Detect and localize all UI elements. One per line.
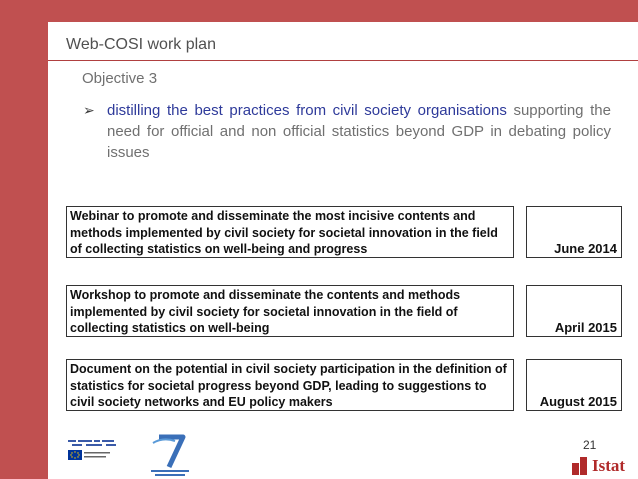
activity-date	[526, 285, 622, 337]
istat-wordmark: Istat	[592, 456, 626, 475]
objective-bullet	[83, 100, 611, 163]
activity-description: Document on the potential in civil society participation in the definition of statistics for societal progress beyond GDP, leading to suggestions to civil society networks and EU policy makers	[66, 359, 514, 411]
activity-date-text: June 2014	[554, 241, 617, 256]
bullet-text	[83, 100, 611, 163]
activity-description: Workshop to promote and disseminate the contents and methods implemented by civil society for societal innovation in the field of collecting statistics on well-being	[66, 285, 514, 337]
european-commission-logo	[66, 438, 130, 478]
activity-date-text: August 2015	[539, 394, 617, 409]
left-accent-bar	[0, 0, 48, 479]
istat-logo	[572, 455, 636, 479]
page-number: 21	[583, 438, 597, 452]
activity-date-text: April 2015	[554, 320, 617, 335]
fp7-logo	[145, 433, 195, 479]
title-divider	[48, 60, 638, 61]
bullet-highlight: distilling the best practices from civil society organisations	[107, 102, 507, 119]
top-accent-bar	[0, 0, 638, 22]
activity-date	[526, 206, 622, 258]
activity-date	[526, 359, 622, 411]
bullet-rest: supporting the need for official and non official statistics beyond GDP in debating policy issues	[107, 102, 611, 161]
istat-mark-icon	[572, 457, 588, 475]
objective-heading: Objective 3	[82, 70, 158, 87]
activity-description: Webinar to promote and disseminate the most incisive contents and methods implemented by civil society for societal innovation in the field of collecting statistics on well-being and progress	[66, 206, 514, 258]
arrow-bullet-icon: ➢	[83, 102, 95, 118]
slide-title: Web-COSI work plan	[66, 36, 216, 53]
